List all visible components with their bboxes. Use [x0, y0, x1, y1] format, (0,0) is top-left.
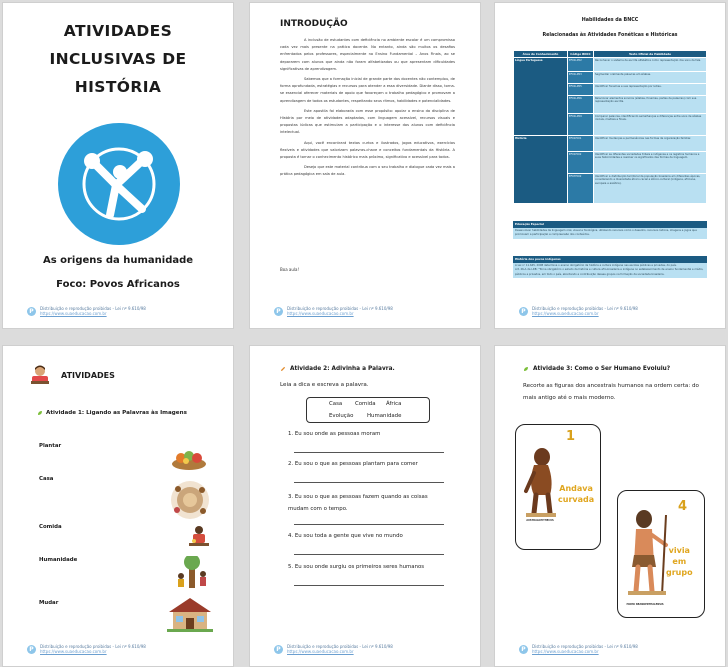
bncc-title: Habilidades da BNCC	[581, 18, 639, 23]
intro-paragraph: Aqui, você encontrará textos curtos e ilustrados, jogos educativos, exercícios flexíveis e atividades que valorizam palavras-chave e conceitos fundamentais da História. A proposta é tornar o conhecimento histórico mais próximo, significativo e acessível para todos.	[280, 140, 455, 160]
bncc-table	[513, 50, 707, 204]
intro-paragraph: Sabemos que a formação inicial de grande parte dos docentes não contemplou, de forma aprofundada, estratégias e recursos para atender a essa diversidade. Diante disso, torna-se essencial oferecer materiais de apoio que favoreçam o trabalho pedagógico e promovam a aprendizagem de todos os estudantes, respeitando seus ritmos, habilidades e potencialidades.	[280, 77, 455, 103]
special-education-box: Educação Especial Desenvolver habilidades de linguagem oral, visual e fonológica, utilizando recursos como o desenho, recursos lúdicos, imagens e jogos que promovam a participação e compreensão dos conteúdos.	[513, 221, 707, 239]
question-1: 1. Eu sou onde as pessoas moram	[288, 431, 381, 437]
activities-header	[29, 364, 115, 386]
answer-line-3[interactable]	[294, 524, 444, 525]
page-footer: P Distribuição e reprodução proibidas - Lei nº 9.610/98 https://www.suaeducacao.com.br	[274, 644, 393, 654]
copyright-icon: P	[274, 307, 283, 316]
table-header: Área de Conhecimento	[514, 51, 568, 58]
activity1-title: Atividade 1: Ligando as Palavras às Imagens	[37, 410, 187, 416]
neanderthal-image	[624, 505, 670, 601]
copyright-icon: P	[519, 307, 528, 316]
copyright-icon: P	[519, 645, 528, 654]
footer-link[interactable]: https://www.suaeducacao.com.br	[532, 311, 599, 316]
activity2-title: Atividade 2: Adivinha a Palavra.	[280, 366, 395, 372]
activity3-page	[494, 345, 726, 667]
answer-line-2[interactable]	[294, 482, 444, 483]
word-bank-item: Casa	[329, 401, 343, 407]
page-footer: P Distribuição e reprodução proibidas - Lei nº 9.610/98 https://www.suaeducacao.com.br	[27, 306, 146, 316]
cover-subtitle: As origens da humanidade	[42, 255, 194, 266]
footer-link[interactable]: https://www.suaeducacao.com.br	[40, 649, 107, 654]
page-footer: P Distribuição e reprodução proibidas - Lei nº 9.610/98 https://www.suaeducacao.com.br	[27, 644, 146, 654]
table-row: EF01LP05 Identificar fonemas e sua representação por letras.	[514, 84, 707, 96]
cover-title: ATIVIDADES INCLUSIVAS DE HISTÓRIA	[49, 22, 187, 96]
question-4: 4. Eu sou toda a gente que vive no mundo	[288, 533, 403, 539]
word-plantar: Plantar	[39, 443, 62, 449]
ancestor-card-1[interactable]	[515, 424, 601, 550]
cover-page	[2, 2, 234, 329]
card-caption: AUSTRALOPITHECUS	[526, 519, 554, 522]
card-caption: HOMO NEANDERTHALENSIS	[626, 603, 664, 606]
word-comida: Comida	[39, 524, 62, 530]
australopithecus-image	[520, 443, 560, 519]
footer-link[interactable]: https://www.suaeducacao.com.br	[532, 649, 599, 654]
answer-line-5[interactable]	[294, 585, 444, 586]
table-row: EF01LP09 Comparar palavras, identificando semelhanças e diferenças entre sons de sílabas iniciais, mediais e finais.	[514, 114, 707, 136]
activity3-instruction: Recorte as figuras dos ancestrais humanos na ordem certa: do mais antigo até o mais moderno.	[523, 383, 699, 401]
copyright-icon: P	[274, 645, 283, 654]
student-avatar-icon	[29, 364, 51, 386]
page-footer: P Distribuição e reprodução proibidas - Lei nº 9.610/98 https://www.suaeducacao.com.br	[274, 306, 393, 316]
activity3-title: Atividade 3: Como o Ser Humano Evoluiu?	[523, 366, 670, 372]
intro-paragraph: Desejo que este material contribua com o seu trabalho e dialogue cada vez mais a prática pedagógica em sala de aula.	[280, 165, 455, 177]
word-bank-item: África	[386, 401, 402, 407]
card-number: 4	[678, 499, 688, 514]
page-footer: P Distribuição e reprodução proibidas - Lei nº 9.610/98 https://www.suaeducacao.com.br	[519, 644, 638, 654]
table-row: EF01LP03 Segmentar oralmente palavras em sílabas.	[514, 72, 707, 84]
table-row: Língua Portuguesa EF01LP02 Reconhecer o sistema de escrita alfabética como representação dos sons da fala.	[514, 58, 707, 72]
card-text: vivia em grupo	[666, 546, 693, 577]
footer-link[interactable]: https://www.suaeducacao.com.br	[287, 649, 354, 654]
footer-link[interactable]: https://www.suaeducacao.com.br	[40, 311, 107, 316]
indigenous-history-box: História dos povos indígenas A Lei nº 11.645, 2008 determina o ensino obrigatório da história e cultura indígena nas escolas públicas e privadas, do país. Art. 26-A da LDB: "Torna obrigatório o estudo da história e cultura afro-brasileira e indígena no estabelecimento de ensino fundamental e médio, públicos e privados, em todo o país, abordando a contribuição desses grupos na formação da sociedade brasileira.	[513, 256, 707, 278]
accessibility-icon	[58, 123, 180, 245]
harvest-basket-image	[169, 444, 209, 472]
intro-title: INTRODUÇÃO	[280, 19, 348, 29]
activities-heading: ATIVIDADES	[61, 370, 115, 380]
intro-signature: Boa aula!	[280, 267, 300, 272]
table-row: EF01LP06 Relacionar elementos sonoros (sílabas, fonemas, partes de palavras) com sua representação escrita.	[514, 96, 707, 114]
question-3: 3. Eu sou o que as pessoas fazem quando as coisas mudam com o tempo.	[288, 494, 428, 512]
table-row: EF07HI02 Identificar a distribuição territorial da população brasileira em diferentes épocas, considerando a diversidade étnico-racial e étnico-cultural (indígena, africana, europeia e asiática).	[514, 174, 707, 204]
card-number: 1	[566, 429, 576, 444]
answer-line-4[interactable]	[294, 554, 444, 555]
table-row: EF01HI02 Identificar as diferentes sociedades tribais e indígenas e os registros humanos e suas historicidades e resolver os significados das formas de linguagem.	[514, 152, 707, 174]
leaf-icon	[523, 366, 529, 372]
intro-paragraph: Este apostila foi elaborada com esse propósito: apoiar o ensino da disciplina de História por meio de atividades adaptadas, com linguagem acessível, recursos visuais e propostas lúdicas que estimulam a participação e o interesse dos alunos com deficiência intelectual.	[280, 108, 455, 135]
copyright-icon: P	[27, 645, 36, 654]
table-header: Código BNCC	[568, 51, 594, 58]
cover-focus: Foco: Povos Africanos	[56, 279, 180, 290]
activity1-page	[2, 345, 234, 667]
ancestor-card-4[interactable]	[617, 490, 705, 618]
word-mudar: Mudar	[39, 600, 59, 606]
leaf-icon	[37, 410, 43, 416]
people-group-image	[173, 556, 211, 592]
question-2: 2. Eu sou o que as pessoas plantam para comer	[288, 461, 418, 467]
word-bank-item: Humanidade	[367, 413, 402, 419]
word-bank-item: Comida	[355, 401, 376, 407]
intro-paragraph: A inclusão de estudantes com deficiência no ambiente escolar é um compromisso cada vez mais presente na prática docente. No entanto, ainda são muitos os desafios enfrentados pelos professores, especialmente no Ensino Fundamental – Anos Finais, ao se depararem com alunos que ainda não foram alfabetizados ou que apresentam dificuldades significativas de aprendizagem.	[280, 38, 455, 71]
intro-page	[249, 2, 481, 329]
word-casa: Casa	[39, 476, 54, 482]
table-row: História EF01HI01 Identificar mudanças e permanências nas formas de organização familiar.	[514, 136, 707, 152]
copyright-icon: P	[27, 307, 36, 316]
word-bank	[306, 397, 430, 423]
answer-line-1[interactable]	[294, 452, 444, 453]
pencil-icon	[280, 366, 286, 372]
bncc-subtitle: Relacionadas às Atividades Fonéticas e Históricas	[542, 33, 678, 38]
word-bank-item: Evolução	[329, 413, 354, 419]
house-image	[167, 596, 213, 632]
word-humanidade: Humanidade	[39, 557, 78, 563]
intro-body	[280, 37, 455, 182]
family-meal-image	[185, 524, 213, 550]
activity2-page	[249, 345, 481, 667]
page-footer: P Distribuição e reprodução proibidas - Lei nº 9.610/98 https://www.suaeducacao.com.br	[519, 306, 638, 316]
question-5: 5. Eu sou onde surgiu os primeiros seres humanos	[288, 564, 425, 570]
bncc-page	[494, 2, 726, 329]
round-hut-image	[169, 480, 211, 520]
activity2-instruction: Leia a dica e escreva a palavra.	[280, 382, 369, 388]
footer-link[interactable]: https://www.suaeducacao.com.br	[287, 311, 354, 316]
card-text: Andava curvada	[558, 484, 595, 504]
table-header: Texto Oficial da Habilidade	[594, 51, 707, 58]
